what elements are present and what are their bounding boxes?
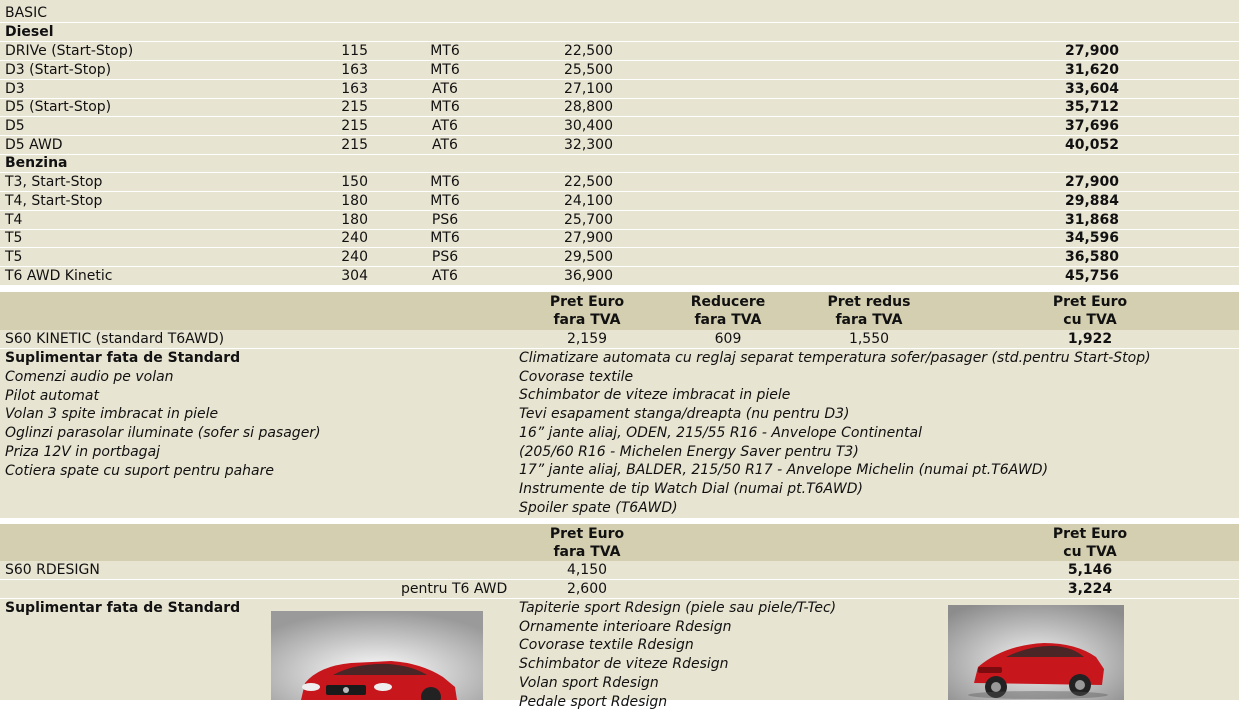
rdesign-extra: Schimbator de viteze Rdesign [519, 656, 729, 673]
petrol-label: Benzina [5, 155, 68, 171]
model-price-vat: 40,052 [1064, 137, 1119, 153]
model-hp: 215 [341, 99, 368, 116]
kinetic-extra-left: Cotiera spate cu suport pentru pahare [5, 462, 274, 479]
model-price-vat: 31,620 [1064, 61, 1119, 78]
model-gearbox: AT6 [432, 118, 458, 135]
model-name: T5 [5, 249, 23, 266]
kinetic-extras-title: Suplimentar fata de Standard [5, 350, 241, 366]
model-hp: 163 [341, 80, 368, 97]
model-price-vat: 36,580 [1064, 249, 1119, 266]
rdesign-extras-title: Suplimentar fata de Standard [5, 600, 241, 616]
model-price: 32,300 [564, 137, 613, 153]
model-name: T4 [5, 211, 23, 228]
rdesign-price: 4,150 [566, 562, 608, 578]
kinetic-extra-right: Covorase textile [519, 368, 634, 385]
table-row [0, 117, 1239, 136]
model-price: 29,500 [564, 249, 613, 266]
model-hp: 240 [341, 230, 368, 247]
diesel-label-row [0, 23, 1239, 42]
model-hp: 240 [341, 249, 368, 266]
rdesign-t6-price: 2,600 [566, 581, 608, 597]
rdesign-row-t6 [0, 580, 1239, 599]
rdesign-extra: Covorase textile Rdesign [519, 637, 694, 654]
model-hp: 304 [341, 268, 368, 284]
rdesign-vat: 5,146 [1067, 562, 1113, 578]
kinetic-vat-header: Pret Euro cu TVA [1052, 294, 1128, 328]
table-row [0, 192, 1239, 211]
model-price-vat: 37,696 [1064, 118, 1119, 135]
model-name: T4, Start-Stop [5, 192, 103, 209]
model-price: 30,400 [564, 118, 613, 135]
rdesign-body [0, 561, 1239, 710]
rdesign-t6-vat: 3,224 [1067, 581, 1113, 597]
car-front-image [271, 611, 483, 700]
model-price: 27,900 [564, 230, 613, 247]
diesel-label: Diesel [5, 24, 54, 40]
model-price: 25,500 [564, 61, 613, 78]
model-price: 22,500 [564, 174, 613, 190]
model-gearbox: AT6 [432, 80, 458, 97]
rdesign-extra: Pedale sport Rdesign [519, 693, 668, 710]
kinetic-reduced: 1,550 [848, 331, 890, 347]
basic-label: BASIC [5, 5, 47, 21]
model-price: 27,100 [564, 80, 613, 97]
kinetic-extra-right: Spoiler spate (T6AWD) [519, 499, 678, 516]
rdesign-vat-header: Pret Euro cu TVA [1052, 526, 1128, 560]
model-price-vat: 29,884 [1064, 192, 1119, 209]
model-gearbox: MT6 [430, 174, 460, 190]
model-gearbox: AT6 [432, 137, 458, 153]
model-price-vat: 45,756 [1064, 268, 1119, 284]
kinetic-body [0, 330, 1239, 518]
kinetic-extra-left: Oglinzi parasolar iluminate (sofer si pasager) [5, 425, 321, 442]
rdesign-name: S60 RDESIGN [5, 562, 100, 578]
rdesign-row-main [0, 561, 1239, 580]
table-row [0, 61, 1239, 80]
model-hp: 180 [341, 211, 368, 228]
table-row [0, 229, 1239, 248]
kinetic-extra-right: (205/60 R16 - Michelen Energy Saver pentru T3) [519, 443, 859, 460]
model-name: DRIVe (Start-Stop) [5, 43, 134, 59]
kinetic-extra-right: 17” jante aliaj, BALDER, 215/50 R17 - Anvelope Michelin (numai pt.T6AWD) [519, 462, 1049, 479]
model-price: 24,100 [564, 192, 613, 209]
table-row [0, 267, 1239, 286]
model-name: D3 (Start-Stop) [5, 61, 112, 78]
table-row [0, 136, 1239, 155]
kinetic-extra-left: Priza 12V in portbagaj [5, 443, 161, 460]
model-price-vat: 35,712 [1064, 99, 1119, 116]
model-price: 22,500 [564, 43, 613, 59]
rdesign-extra: Ornamente interioare Rdesign [519, 618, 732, 635]
rdesign-price-header: Pret Euro fara TVA [549, 526, 625, 560]
table-row [0, 211, 1239, 230]
model-name: D5 (Start-Stop) [5, 99, 112, 116]
kinetic-extra-right: Schimbator de viteze imbracat in piele [519, 387, 791, 404]
model-hp: 150 [341, 174, 368, 190]
petrol-label-row [0, 154, 1239, 173]
model-name: D5 AWD [5, 137, 63, 153]
model-hp: 215 [341, 137, 368, 153]
model-name: T3, Start-Stop [5, 174, 103, 190]
kinetic-discount: 609 [714, 331, 742, 347]
model-price-vat: 34,596 [1064, 230, 1119, 247]
model-gearbox: MT6 [430, 230, 460, 247]
model-gearbox: PS6 [431, 211, 459, 228]
model-gearbox: MT6 [430, 192, 460, 209]
kinetic-extra-left: Comenzi audio pe volan [5, 369, 174, 385]
model-hp: 215 [341, 118, 368, 135]
rdesign-t6-name: pentru T6 AWD [401, 581, 508, 597]
rdesign-extra: Tapiterie sport Rdesign (piele sau piele/T-Tec) [519, 600, 837, 616]
model-price: 28,800 [564, 99, 613, 116]
model-name: D5 [5, 118, 25, 135]
model-price: 25,700 [564, 211, 613, 228]
basic-table [0, 0, 1239, 286]
model-price-vat: 31,868 [1064, 211, 1119, 228]
model-price-vat: 27,900 [1064, 174, 1119, 190]
rdesign-header [0, 524, 1239, 561]
basic-label-row [0, 4, 1239, 23]
kinetic-extra-left: Pilot automat [5, 387, 99, 404]
kinetic-price-header: Pret Euro fara TVA [549, 294, 625, 328]
kinetic-vat: 1,922 [1067, 331, 1113, 347]
kinetic-header [0, 292, 1239, 330]
model-gearbox: PS6 [431, 249, 459, 266]
kinetic-reduced-header: Pret redus fara TVA [827, 294, 911, 328]
kinetic-extra-left: Volan 3 spite imbracat in piele [5, 406, 219, 423]
model-hp: 163 [341, 61, 368, 78]
model-price-vat: 27,900 [1064, 43, 1119, 59]
kinetic-price-row [0, 330, 1239, 349]
rdesign-extra: Volan sport Rdesign [519, 674, 659, 691]
model-name: T6 AWD Kinetic [5, 268, 113, 284]
model-gearbox: MT6 [430, 43, 460, 59]
kinetic-extra-right: Tevi esapament stanga/dreapta (nu pentru D3) [519, 406, 850, 423]
model-gearbox: MT6 [430, 61, 460, 78]
table-row [0, 80, 1239, 99]
model-name: D3 [5, 80, 25, 97]
kinetic-price: 2,159 [566, 331, 608, 347]
model-hp: 180 [341, 192, 368, 209]
kinetic-extra-right: Instrumente de tip Watch Dial (numai pt.T6AWD) [519, 480, 863, 497]
table-row [0, 173, 1239, 192]
table-row [0, 42, 1239, 61]
table-row [0, 248, 1239, 267]
model-price-vat: 33,604 [1064, 80, 1119, 97]
car-rear-image [948, 605, 1124, 700]
model-price: 36,900 [564, 268, 613, 284]
model-gearbox: MT6 [430, 99, 460, 116]
table-row [0, 98, 1239, 117]
model-gearbox: AT6 [432, 268, 458, 284]
kinetic-name: S60 KINETIC (standard T6AWD) [5, 331, 225, 347]
model-hp: 115 [341, 43, 368, 59]
model-name: T5 [5, 230, 23, 247]
kinetic-extra-right: 16” jante aliaj, ODEN, 215/55 R16 - Anvelope Continental [519, 424, 923, 441]
kinetic-discount-header: Reducere fara TVA [690, 294, 766, 328]
kinetic-extra-right: Climatizare automata cu reglaj separat temperatura sofer/pasager (std.pentru Start-Stop) [519, 350, 1151, 366]
